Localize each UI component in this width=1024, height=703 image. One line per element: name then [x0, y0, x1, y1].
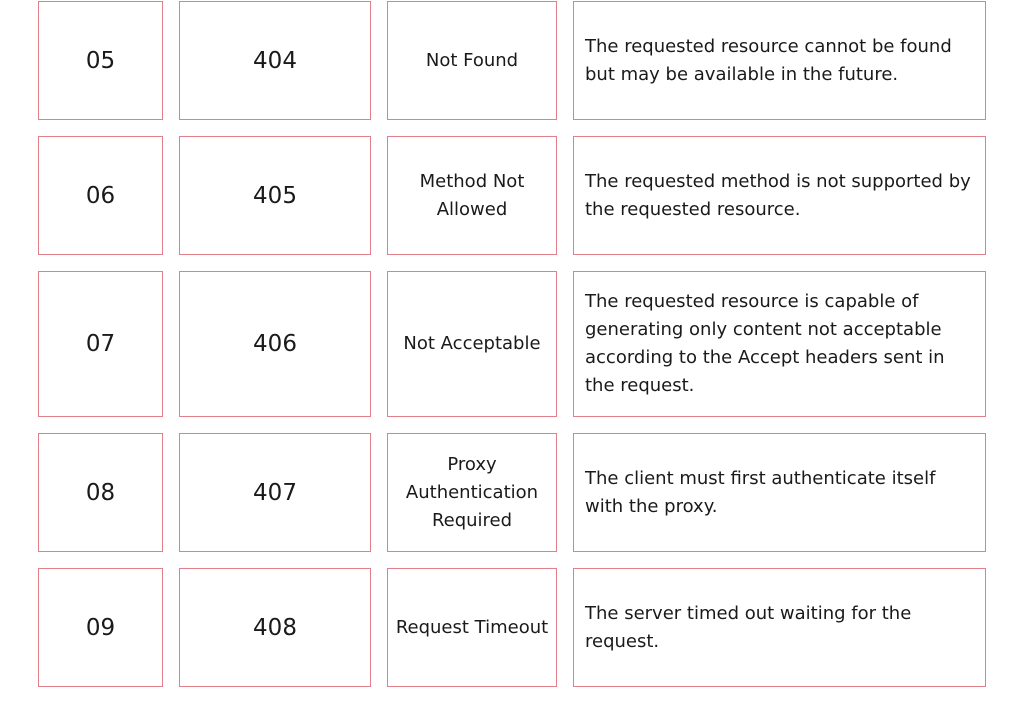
row-number-cell	[38, 1, 163, 120]
row-number: 05	[85, 47, 116, 74]
table-row	[38, 568, 986, 687]
status-name: Request Timeout	[395, 616, 549, 638]
status-description-cell	[573, 433, 986, 552]
row-number-cell	[38, 136, 163, 255]
row-number: 07	[85, 331, 116, 357]
status-description: The requested method is not supported by the requested resource.	[585, 170, 971, 220]
status-code: 404	[253, 47, 297, 74]
status-name: Method Not Allowed	[419, 170, 525, 220]
table-row	[38, 433, 986, 552]
status-description: The requested resource cannot be found but may be available in the future.	[585, 35, 952, 85]
status-code-cell	[179, 433, 371, 552]
status-description-cell	[573, 1, 986, 120]
status-name: Not Found	[425, 49, 519, 71]
status-name-cell	[387, 433, 557, 552]
table-row	[38, 271, 986, 417]
row-number-cell	[38, 433, 163, 552]
status-code-cell	[179, 568, 371, 687]
status-code-cell	[179, 136, 371, 255]
table-row	[38, 136, 986, 255]
status-code: 406	[253, 331, 297, 357]
status-description: The server timed out waiting for the request.	[585, 602, 912, 652]
status-code: 408	[253, 614, 297, 641]
status-name: Not Acceptable	[403, 333, 541, 354]
status-description: The client must first authenticate itself with the proxy.	[585, 467, 936, 517]
status-name-cell	[387, 568, 557, 687]
status-code-cell	[179, 1, 371, 120]
status-description: The requested resource is capable of generating only content not acceptable according to the Accept headers sent in the request.	[585, 291, 945, 396]
status-code: 405	[253, 182, 297, 209]
status-name: Proxy Authentication Required	[405, 453, 539, 531]
status-code-cell	[179, 271, 371, 417]
status-description-cell	[573, 136, 986, 255]
status-name-cell	[387, 271, 557, 417]
status-name-cell	[387, 1, 557, 120]
status-description-cell	[573, 568, 986, 687]
row-number-cell	[38, 568, 163, 687]
status-code-table	[38, 1, 986, 703]
status-description-cell	[573, 271, 986, 417]
row-number: 08	[85, 479, 116, 506]
table-row	[38, 1, 986, 120]
status-code: 407	[253, 479, 297, 506]
row-number-cell	[38, 271, 163, 417]
status-name-cell	[387, 136, 557, 255]
row-number: 09	[85, 614, 116, 641]
row-number: 06	[85, 182, 116, 209]
